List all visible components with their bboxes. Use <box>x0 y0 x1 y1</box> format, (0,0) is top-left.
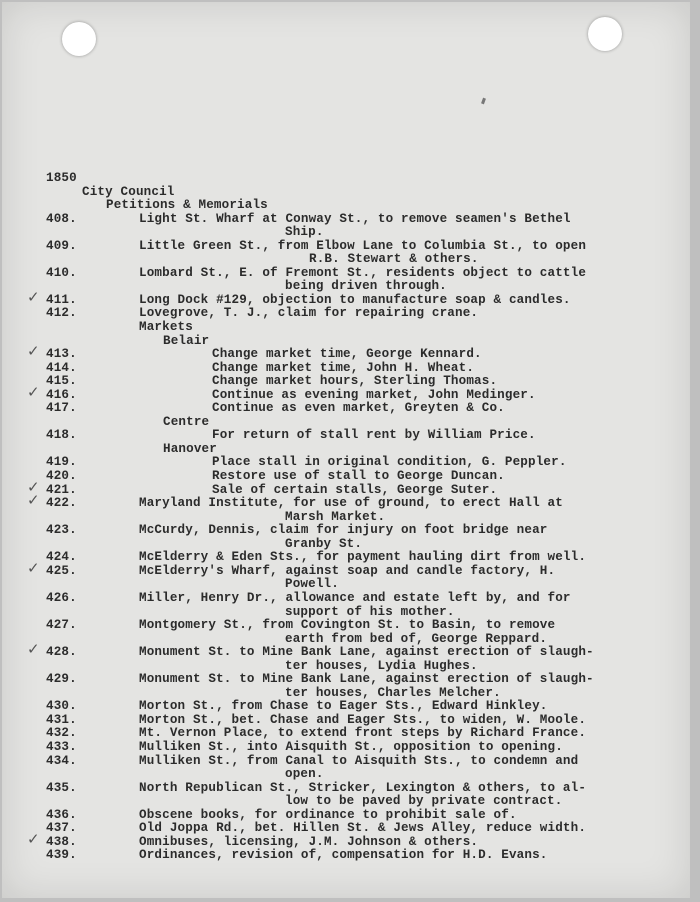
entry-number: 433. <box>46 739 77 754</box>
entry-line <box>2 809 690 823</box>
entry-line <box>2 491 690 511</box>
entry-line <box>2 456 690 470</box>
entry-line <box>2 524 690 538</box>
punch-hole-left <box>62 22 96 56</box>
entry-number: 436. <box>46 807 77 822</box>
entry-number: 415. <box>46 374 77 389</box>
entry-text: McElderry's Wharf, against soap and candle factory, H. <box>139 563 556 578</box>
entry-line <box>2 606 690 620</box>
entry-text: North Republican St., Stricker, Lexington & others, to al- <box>139 780 587 795</box>
entry-text: Restore use of stall to George Duncan. <box>212 469 505 484</box>
entry-text: Sale of certain stalls, George Suter. <box>212 482 498 497</box>
entry-number: 408. <box>46 211 77 226</box>
entry-line <box>2 477 690 498</box>
entry-number: 439. <box>46 848 77 863</box>
entry-text: McCurdy, Dennis, claim for injury on foot bridge near <box>139 523 548 538</box>
entry-number: 427. <box>46 618 77 633</box>
entry-text: Lovegrove, T. J., claim for repairing crane. <box>139 306 479 321</box>
entry-text: Place stall in original condition, G. Peppler. <box>212 455 567 470</box>
entry-line <box>2 287 690 308</box>
entry-text: McElderry & Eden Sts., for payment hauling dirt from well. <box>139 550 587 565</box>
entry-text: Long Dock #129, objection to manufacture soap & candles. <box>139 292 571 307</box>
entry-number: 420. <box>46 469 77 484</box>
entry-number: 416. <box>46 387 77 402</box>
document-year: 1850 <box>46 171 77 185</box>
entry-line <box>2 267 690 281</box>
entry-text: Change market time, George Kennard. <box>212 347 482 362</box>
entry-line <box>2 687 690 701</box>
entry-line <box>2 714 690 728</box>
entry-number: 411. <box>46 292 77 307</box>
check-mark-icon: ✓ <box>27 477 40 496</box>
subheading-centre: Centre <box>163 414 210 429</box>
entry-text: Light St. Wharf at Conway St., to remove seamen's Bethel <box>139 211 571 226</box>
entry-line <box>2 829 690 850</box>
entry-text: Montgomery St., from Covington St. to Basin, to remove <box>139 618 556 633</box>
entry-continuation: support of his mother. <box>285 604 455 619</box>
entry-number: 434. <box>46 753 77 768</box>
entry-number: 429. <box>46 672 77 687</box>
pencil-mark <box>481 98 486 105</box>
entry-line <box>2 700 690 714</box>
markets-heading: Markets <box>139 320 193 335</box>
entry-continuation: being driven through. <box>285 279 447 294</box>
entry-continuation: Powell. <box>285 577 339 592</box>
entry-number: 418. <box>46 428 77 443</box>
entry-line <box>2 768 690 782</box>
entry-text: Lombard St., E. of Fremont St., residents object to cattle <box>139 265 587 280</box>
check-mark-icon: ✓ <box>27 640 40 659</box>
entry-text: Omnibuses, licensing, J.M. Johnson & others. <box>139 834 479 849</box>
entry-line <box>2 782 690 796</box>
entry-continuation: earth from bed of, George Reppard. <box>285 631 548 646</box>
entry-line <box>2 240 690 254</box>
entry-continuation: Granby St. <box>285 536 363 551</box>
check-mark-icon: ✓ <box>27 342 40 361</box>
entry-line <box>2 382 690 403</box>
entry-line <box>2 795 690 809</box>
entry-text: For return of stall rent by William Price. <box>212 428 536 443</box>
entry-number: 437. <box>46 821 77 836</box>
entry-number: 413. <box>46 347 77 362</box>
entry-continuation: Marsh Market. <box>285 509 386 524</box>
entry-line <box>2 673 690 687</box>
entry-line <box>2 633 690 647</box>
entry-line <box>2 402 690 416</box>
entry-text: Continue as even market, Greyten & Co. <box>212 401 505 416</box>
entry-continuation: open. <box>285 767 324 782</box>
entry-text: Mulliken St., from Canal to Aisquith Sts., to condemn and <box>139 753 579 768</box>
entry-line <box>2 307 690 321</box>
entry-text: Change market hours, Sterling Thomas. <box>212 374 498 389</box>
entry-line <box>2 640 690 660</box>
entry-text: Monument St. to Mine Bank Lane, against erection of slaugh- <box>139 672 594 687</box>
entry-number: 421. <box>46 482 77 497</box>
entry-number: 414. <box>46 360 77 375</box>
punch-hole-right <box>588 17 622 51</box>
entry-line <box>2 849 690 863</box>
entry-text: Mulliken St., into Aisquith St., opposition to opening. <box>139 739 563 754</box>
entry-continuation: ter houses, Lydia Hughes. <box>285 658 478 673</box>
entry-line <box>2 551 690 565</box>
entry-line <box>2 741 690 755</box>
entry-text: Ordinances, revision of, compensation for H.D. Evans. <box>139 848 548 863</box>
entry-number: 410. <box>46 265 77 280</box>
entry-line <box>2 558 690 579</box>
entry-number: 409. <box>46 238 77 253</box>
subheading-belair: Belair <box>163 333 210 348</box>
department-heading: City Council <box>82 184 175 199</box>
entry-text: Little Green St., from Elbow Lane to Columbia St., to open <box>139 238 587 253</box>
entry-number: 438. <box>46 834 77 849</box>
entry-line <box>2 660 690 674</box>
entry-continuation: R.B. Stewart & others. <box>309 252 479 267</box>
entry-number: 424. <box>46 550 77 565</box>
entry-text: Change market time, John H. Wheat. <box>212 360 475 375</box>
entry-line <box>2 362 690 376</box>
entry-line <box>2 213 690 227</box>
entry-text: Monument St. to Mine Bank Lane, against erection of slaugh- <box>139 645 594 660</box>
entry-text: Old Joppa Rd., bet. Hillen St. & Jews Alley, reduce width. <box>139 821 587 836</box>
entry-text: Morton St., bet. Chase and Eager Sts., to widen, W. Moole. <box>139 712 587 727</box>
entry-number: 422. <box>46 496 77 511</box>
entry-number: 412. <box>46 306 77 321</box>
entry-text: Mt. Vernon Place, to extend front steps by Richard France. <box>139 726 587 741</box>
entry-line <box>2 538 690 552</box>
entry-text: Miller, Henry Dr., allowance and estate left by, and for <box>139 590 571 605</box>
section-heading: Petitions & Memorials <box>106 198 268 213</box>
check-mark-icon: ✓ <box>27 829 40 848</box>
entry-line <box>2 342 690 362</box>
entry-line <box>2 511 690 525</box>
entry-number: 430. <box>46 699 77 714</box>
entry-line <box>2 822 690 836</box>
entry-number: 419. <box>46 455 77 470</box>
check-mark-icon: ✓ <box>27 382 40 401</box>
entry-text: Continue as evening market, John Medinger. <box>212 387 536 402</box>
entry-continuation: Ship. <box>285 225 324 240</box>
entry-number: 423. <box>46 523 77 538</box>
entry-continuation: low to be paved by private contract. <box>285 794 563 809</box>
entry-number: 428. <box>46 645 77 660</box>
entry-line <box>2 226 690 240</box>
entry-continuation: ter houses, Charles Melcher. <box>285 685 501 700</box>
entry-line <box>2 429 690 443</box>
entry-line <box>2 755 690 769</box>
subheading-hanover: Hanover <box>163 441 217 456</box>
entry-number: 431. <box>46 712 77 727</box>
check-mark-icon: ✓ <box>27 287 40 306</box>
entry-line <box>2 727 690 741</box>
entry-line <box>2 375 690 389</box>
entry-line <box>2 592 690 606</box>
entry-line <box>2 578 690 592</box>
entry-text: Maryland Institute, for use of ground, to erect Hall at <box>139 496 563 511</box>
entry-line <box>2 470 690 484</box>
entry-text: Obscene books, for ordinance to prohibit sale of. <box>139 807 517 822</box>
entry-number: 425. <box>46 563 77 578</box>
check-mark-icon: ✓ <box>27 491 40 510</box>
entry-line <box>2 253 690 267</box>
document-content <box>2 172 690 863</box>
check-mark-icon: ✓ <box>27 558 40 577</box>
entry-number: 432. <box>46 726 77 741</box>
document-page <box>2 2 690 898</box>
entry-line <box>2 619 690 633</box>
entry-number: 417. <box>46 401 77 416</box>
entry-line <box>2 280 690 294</box>
entry-text: Morton St., from Chase to Eager Sts., Edward Hinkley. <box>139 699 548 714</box>
entry-number: 435. <box>46 780 77 795</box>
entry-number: 426. <box>46 590 77 605</box>
